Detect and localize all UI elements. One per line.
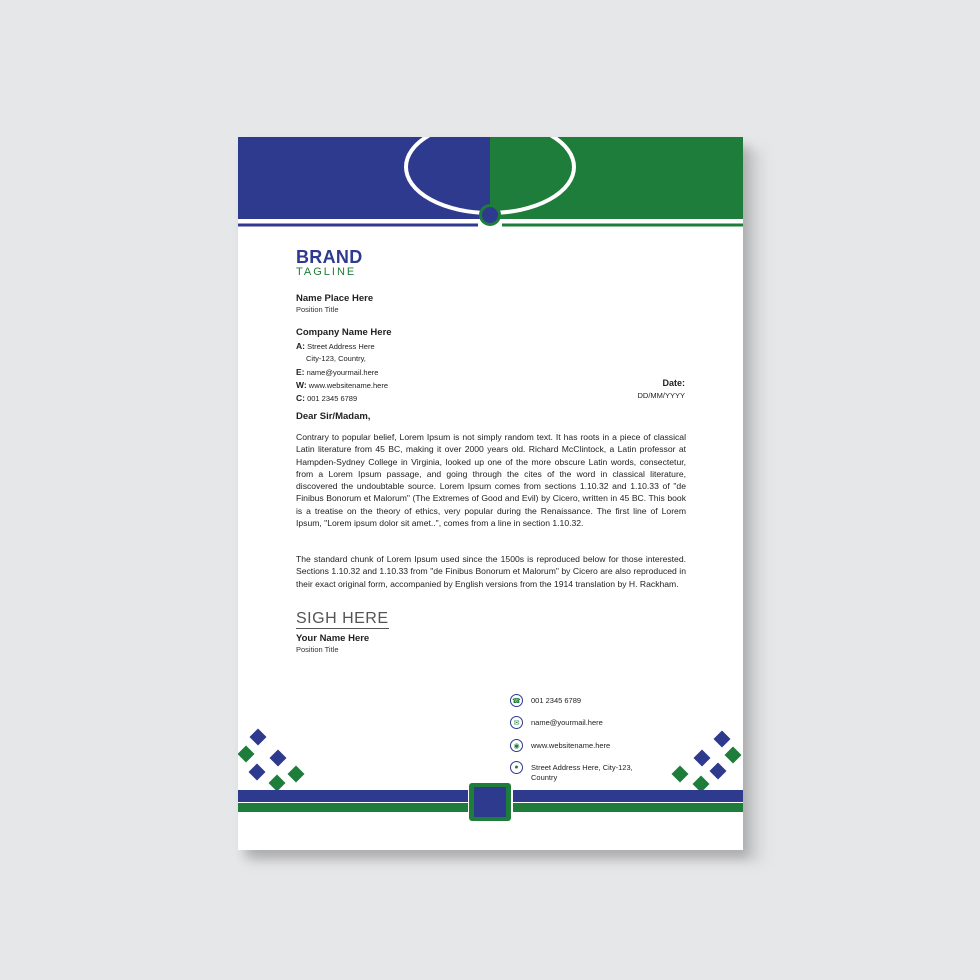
- sender-name: Name Place Here: [296, 293, 374, 304]
- web-value: www.websitename.here: [308, 380, 389, 390]
- header-knot: [482, 207, 498, 223]
- company-name: Company Name Here: [296, 327, 392, 338]
- footer-phone-text: 001 2345 6789: [531, 696, 582, 705]
- signer-name: Your Name Here: [296, 633, 370, 644]
- header-decoration: [238, 137, 743, 237]
- footer-decoration: [238, 727, 743, 850]
- footer-center-square: [474, 787, 506, 817]
- sender-position: Position Title: [296, 305, 339, 314]
- footer-green-stripe-right: [513, 803, 743, 812]
- left-diamond-cluster: [238, 729, 304, 792]
- footer-email-text: name@yourmail.here: [531, 718, 603, 727]
- company-address-block: [296, 340, 388, 405]
- address-line2: City-123, Country,: [306, 354, 366, 364]
- footer-green-stripe-left: [238, 803, 468, 812]
- footer-contact-phone: [510, 694, 581, 707]
- email-value: name@yourmail.here: [306, 367, 379, 377]
- address-label: A:: [296, 341, 305, 351]
- footer-blue-stripe-left: [238, 790, 468, 802]
- globe-icon: ◉: [510, 739, 523, 752]
- letterhead-page: [238, 137, 743, 850]
- date-label: Date:: [662, 378, 685, 388]
- footer-blue-stripe-right: [513, 790, 743, 802]
- right-diamond-cluster: [672, 731, 742, 793]
- address-line1: Street Address Here: [307, 342, 375, 351]
- email-label: E:: [296, 366, 305, 377]
- signer-position: Position Title: [296, 645, 339, 654]
- brand-tagline: TAGLINE: [296, 266, 357, 278]
- body-paragraph-1: Contrary to popular belief, Lorem Ipsum is not simply random text. It has roots in a piece of classical Latin literature from 45 BC, making it over 2000 years old. Richard McClintock, a Latin professor at Hampden-Sydney College in Virginia, looked up one of the more obscure Latin words, consectetur, from a Lorem Ipsum passage, and going through the cites of the word in classical literature, discovered the undoubtable source. Lorem Ipsum comes from sections 1.10.32 and 1.10.33 of "de Finibus Bonorum et Malorum" (The Extremes of Good and Evil) by Cicero, written in 45 BC. This book is a treatise on the theory of ethics, very popular during the Renaissance. The first line of Lorem Ipsum, "Lorem ipsum dolor sit amet..", comes from a line in section 1.10.32.: [296, 432, 686, 529]
- signature-line: SIGH HERE: [296, 610, 389, 627]
- phone-icon: ☎: [510, 694, 523, 707]
- footer-web-text: www.websitename.here: [531, 741, 611, 750]
- date-block: [637, 377, 685, 402]
- brand-name: BRAND: [296, 247, 363, 267]
- date-value: DD/MM/YYYY: [637, 391, 685, 400]
- phone-value: 001 2345 6789: [307, 394, 358, 404]
- phone-label: C:: [296, 393, 305, 404]
- salutation: Dear Sir/Madam,: [296, 411, 371, 422]
- mail-icon: ✉: [510, 716, 523, 729]
- footer-address-text: Street Address Here, City-123, Country: [531, 763, 633, 782]
- body-paragraph-2: The standard chunk of Lorem Ipsum used since the 1500s is reproduced below for those interested. Sections 1.10.32 and 1.10.33 from "de Finibus Bonorum et Malorum" by Cicero are also reproduced in their exact original form, accompanied by English versions from the 1914 translation by H. Rackham.: [296, 554, 686, 589]
- location-icon: ●: [510, 761, 523, 774]
- web-label: W:: [296, 379, 307, 390]
